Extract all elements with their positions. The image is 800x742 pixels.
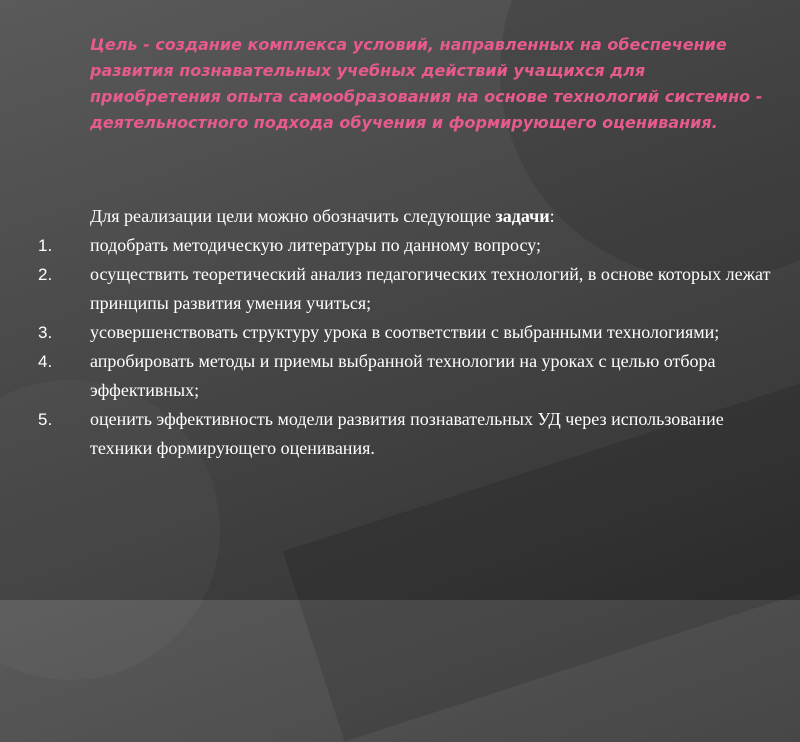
task-text: подобрать методическую литературы по данному вопросу; <box>90 235 542 255</box>
tasks-intro-text: Для реализации цели можно обозначить следующие <box>90 206 496 226</box>
task-number: 1. <box>38 236 53 255</box>
task-text: усовершенствовать структуру урока в соответствии с выбранными технологиями; <box>90 322 720 342</box>
task-text: осуществить теоретический анализ педагогических технологий, в основе которых лежат принципы развития умения учиться; <box>90 264 771 313</box>
task-item <box>0 260 780 318</box>
task-item <box>0 405 780 463</box>
tasks-section <box>0 202 780 463</box>
task-text: апробировать методы и приемы выбранной технологии на уроках с целью отбора эффективных; <box>90 351 716 400</box>
tasks-intro <box>90 202 780 231</box>
task-number: 5. <box>38 410 53 429</box>
task-item <box>0 347 780 405</box>
task-number: 2. <box>38 265 53 284</box>
task-item <box>0 231 780 260</box>
task-number: 4. <box>38 352 53 371</box>
tasks-intro-colon: : <box>549 206 555 226</box>
task-text: оценить эффективность модели развития познавательных УД через использование техники формирующего оценивания. <box>90 409 724 458</box>
task-number: 3. <box>38 323 53 342</box>
task-item <box>0 318 780 347</box>
goal-statement: Цель - создание комплекса условий, направленных на обеспечение развития познавательных учебных действий учащихся для приобретения опыта самообразования на основе технологий системно - деятельностного подхода обучения и формирующего оценивания. <box>90 35 763 132</box>
task-list <box>0 231 780 463</box>
tasks-intro-keyword: задачи <box>495 206 550 226</box>
